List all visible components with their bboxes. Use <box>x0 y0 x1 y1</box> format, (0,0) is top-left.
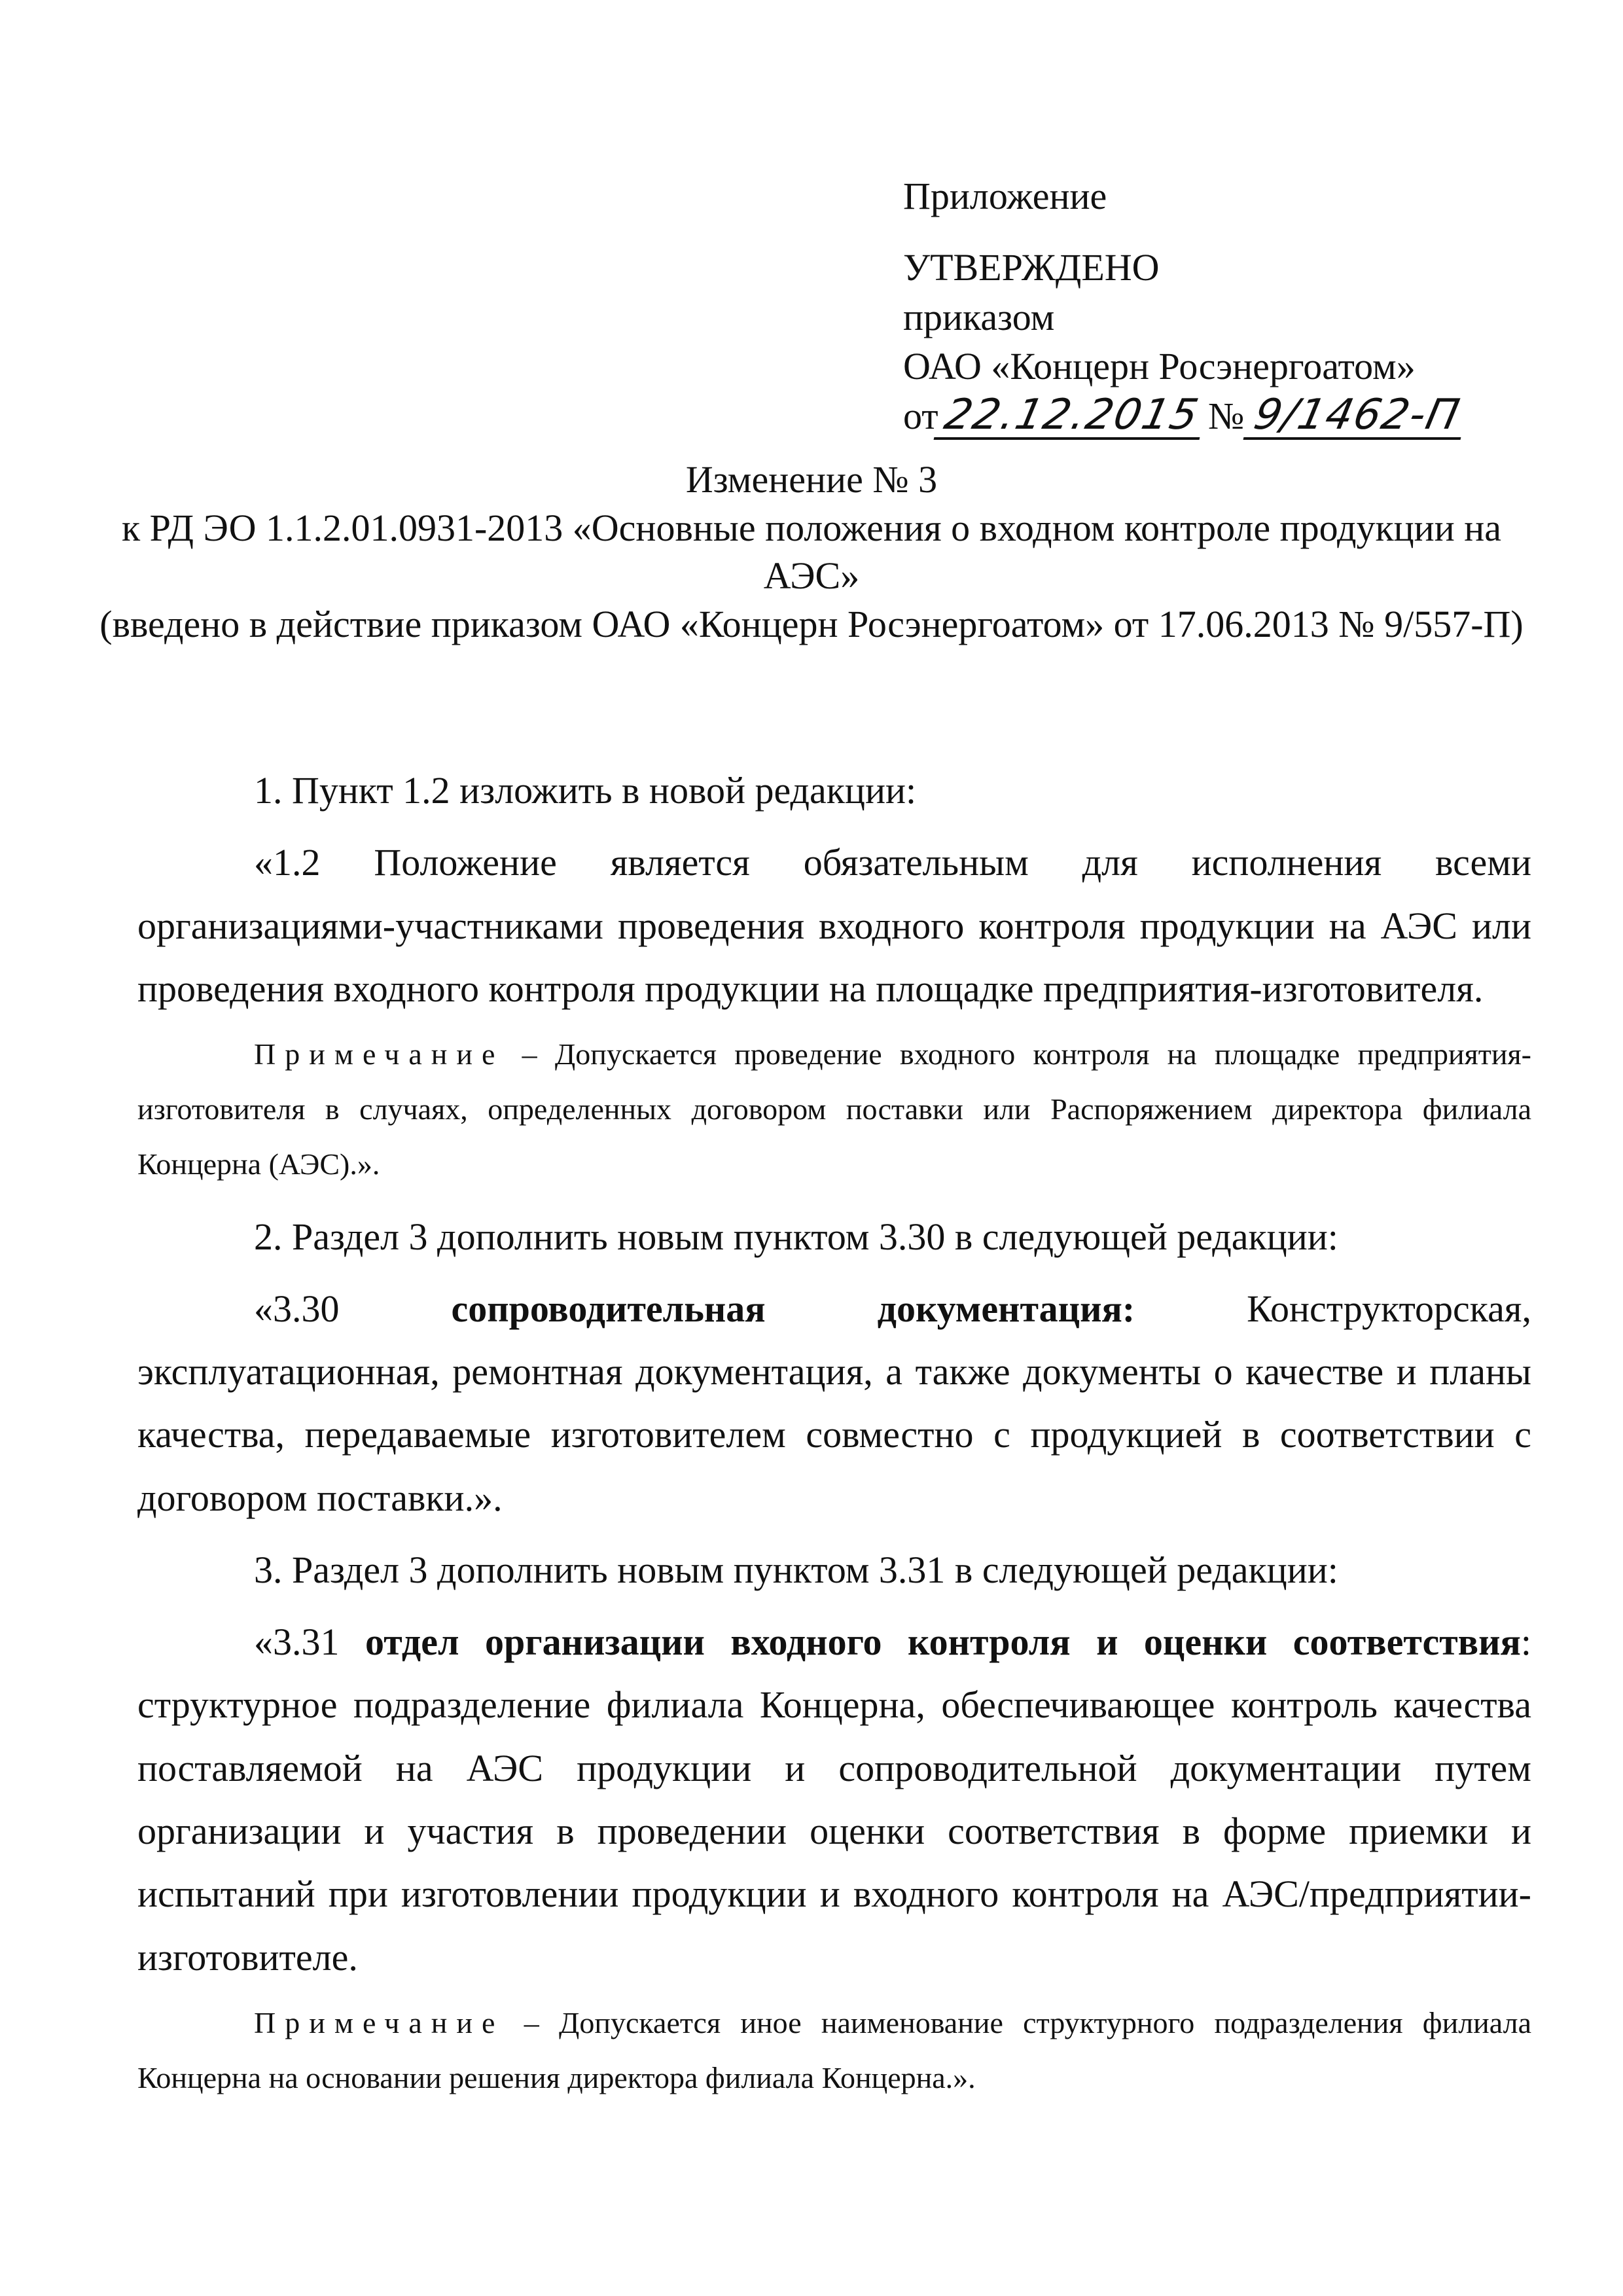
item-3-prefix: «3.31 <box>254 1621 365 1664</box>
item-2-intro: 2. Раздел 3 дополнить новым пунктом 3.30 в следующей редакции: <box>254 1215 1338 1258</box>
item-3-intro: 3. Раздел 3 дополнить новым пунктом 3.31 в следующей редакции: <box>254 1548 1338 1591</box>
approved-stamp-text: УТВЕРЖДЕНО <box>903 246 1160 289</box>
note-label: Примечание <box>254 1037 505 1071</box>
organization-name: ОАО «Концерн Росэнергоатом» <box>903 345 1416 388</box>
note-text: – Допускается проведение входного контроля на площадке предприятия-изготовителя в случаях, определенных договором поставки или Распоряжением директора филиала Концерна (АЭС).». <box>137 1037 1531 1181</box>
item-1-text: «1.2 Положение является обязательным для исполнения всеми организациями-участниками проведения входного контроля продукции на АЭС или проведения входного контроля продукции на площадке предприятия-изготовителя. <box>137 841 1531 1010</box>
item-1-note <box>137 1027 1531 1193</box>
item-3-definition: : структурное подразделение филиала Концерна, обеспечивающее контроль качества поставляемой на АЭС продукции и сопроводительной документации путем организации и участия в проведении оценки соответствия в форме приемки и испытаний при изготовлении продукции и входного контроля на АЭС/предприятии-изготовителе. <box>137 1621 1531 1979</box>
amendment-enactment: (введено в действие приказом ОАО «Концерн Росэнергоатом» от 17.06.2013 № 9/557-П) <box>99 602 1524 645</box>
order-date: 22.12.2015 <box>933 394 1209 440</box>
item-2-prefix: «3.30 <box>254 1287 452 1330</box>
item-3-term: отдел организации входного контроля и оценки соответствия <box>365 1621 1521 1664</box>
document-body <box>137 759 1531 2119</box>
approval-block <box>903 171 1558 440</box>
amendment-title: Изменение № 3 <box>685 458 938 501</box>
item-2-definition: Конструкторская, эксплуатационная, ремонтная документация, а также документы о качестве и планы качества, передаваемые изготовителем совместно с продукцией в соответствии с договором поставки.». <box>137 1287 1531 1519</box>
item-1-intro: 1. Пункт 1.2 изложить в новой редакции: <box>254 769 917 812</box>
by-order-text: приказом <box>903 295 1055 338</box>
note-label: Примечание <box>254 2005 505 2039</box>
item-3-text <box>137 1611 1531 1989</box>
document-heading <box>98 456 1525 649</box>
order-number: 9/1462-П <box>1243 394 1471 440</box>
item-3-note <box>137 1996 1531 2106</box>
appendix-label: Приложение <box>903 175 1107 217</box>
note-text: – Допускается иное наименование структурного подразделения филиала Концерна на основании решения директора филиала Концерна.». <box>137 2005 1531 2094</box>
number-label: № <box>1208 394 1245 437</box>
item-2-term: сопроводительная документация: <box>451 1287 1135 1330</box>
amendment-subject: к РД ЭО 1.1.2.01.0931-2013 «Основные положения о входном контроле продукции на АЭС» <box>121 506 1502 598</box>
order-date-line <box>903 391 1558 440</box>
date-prefix: от <box>903 394 938 437</box>
item-2-text <box>137 1278 1531 1530</box>
